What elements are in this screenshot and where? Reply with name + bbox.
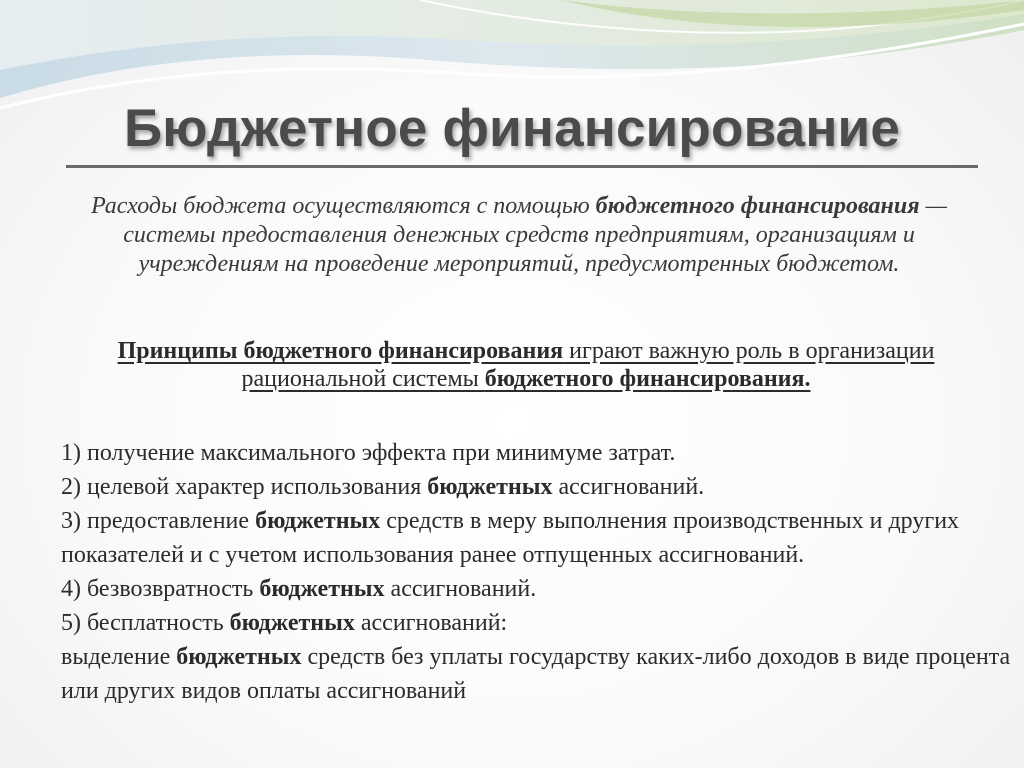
list-item-5-text-2: ассигнований: <box>354 610 508 636</box>
principles-list <box>61 436 1016 708</box>
list-item-5 <box>61 606 1016 640</box>
principles-paragraph <box>68 337 984 393</box>
list-item-1-text: 1) получение максимального эффекта при минимуме затрат. <box>61 440 676 466</box>
list-item-5-text-1: 5) бесплатность <box>61 610 230 636</box>
list-item-6-bold: бюджетных <box>176 644 302 670</box>
list-item-6-text-1: выделение <box>61 644 177 670</box>
list-item-3-text-2: средств в меру выполнения производственных и других показателей и с учетом использования ранее отпущенных ассигнований. <box>61 508 960 568</box>
list-item-1 <box>61 436 1016 470</box>
list-item-3-text-1: 3) предоставление <box>61 508 256 534</box>
list-item-4-bold: бюджетных <box>259 576 385 602</box>
list-item-3 <box>61 504 1016 572</box>
list-item-4 <box>61 572 1016 606</box>
list-item-2-bold: бюджетных <box>427 474 553 500</box>
list-item-2-text-1: 2) целевой характер использования <box>61 474 428 500</box>
list-item-3-bold: бюджетных <box>255 508 381 534</box>
intro-text-2: — системы предоставления денежных средств предприятиям, организациям и учреждениям на проведение мероприятий, предусмотренных бюджетом. <box>123 193 947 277</box>
list-item-6-text-2: средств без уплаты государству каких-либо доходов в виде процента или других видов оплаты ассигнований <box>61 644 1011 704</box>
list-item-6 <box>61 640 1016 708</box>
intro-bold-term: бюджетного финансирования <box>595 193 920 219</box>
list-item-4-text-1: 4) безвозвратность <box>61 576 260 602</box>
title-divider <box>66 165 978 168</box>
slide-title: Бюджетное финансирование <box>124 99 900 158</box>
intro-paragraph <box>80 192 958 279</box>
intro-text-1: Расходы бюджета осуществляются с помощью <box>91 193 596 219</box>
principles-text-1: играют важную роль в организации рациональной системы <box>241 338 935 392</box>
principles-bold-2: бюджетного финансирования. <box>484 366 811 392</box>
list-item-2-text-2: ассигнований. <box>552 474 705 500</box>
principles-bold-1: Принципы бюджетного финансирования <box>117 338 564 364</box>
list-item-2 <box>61 470 1016 504</box>
list-item-5-bold: бюджетных <box>229 610 355 636</box>
list-item-4-text-2: ассигнований. <box>384 576 537 602</box>
